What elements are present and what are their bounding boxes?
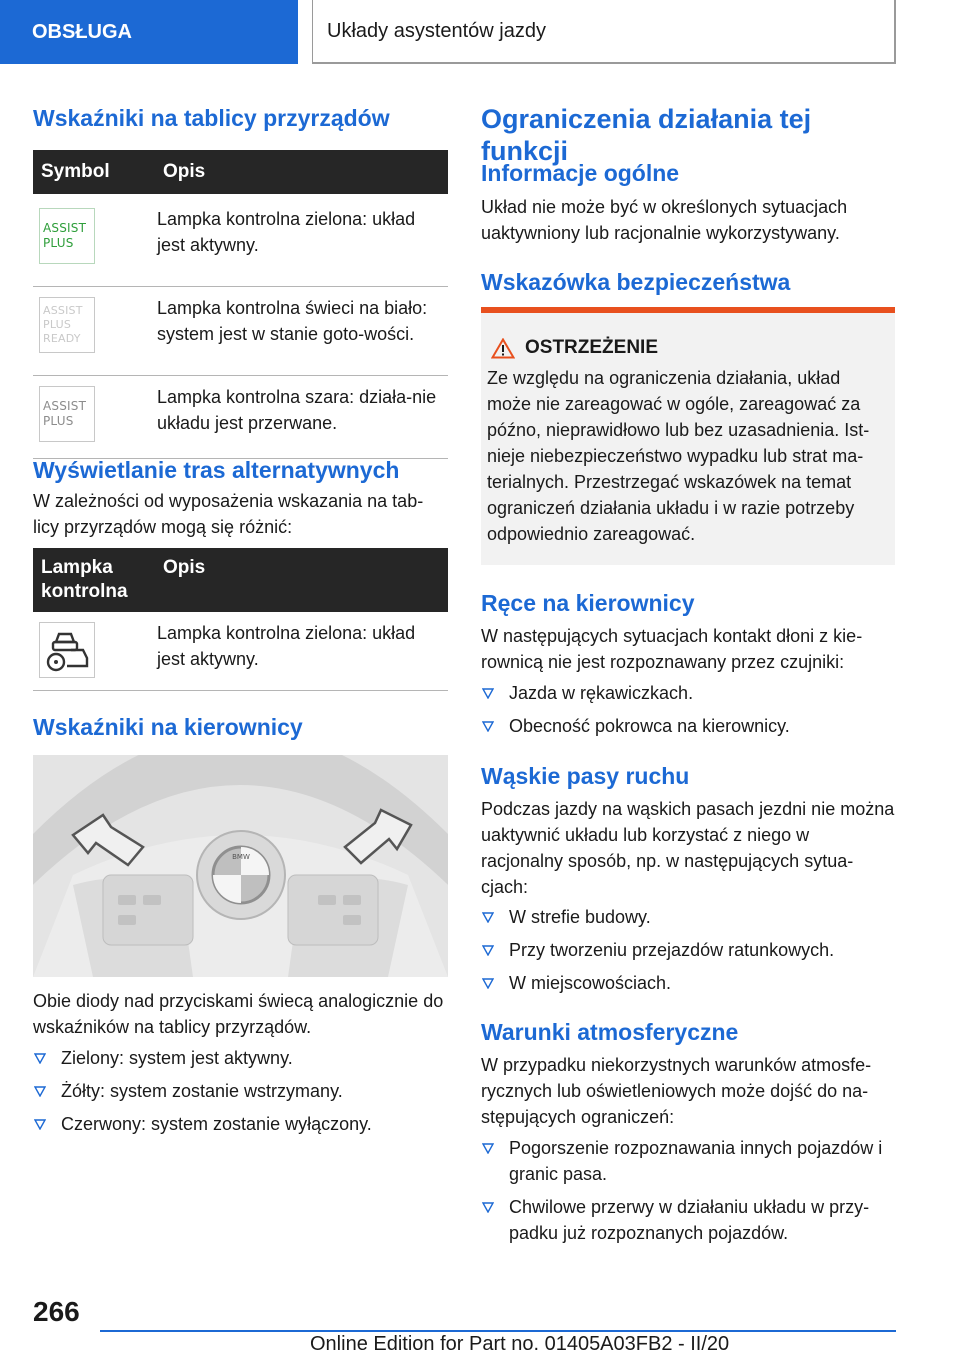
warning-title-row <box>487 337 887 359</box>
general-heading: Informacje ogólne <box>481 160 680 186</box>
triangle-bullet-icon <box>34 1086 46 1097</box>
list-item: Chwilowe przerwy w działaniu układu w przy-padku już rozpoznanych pojazdów. <box>481 1194 895 1246</box>
section-tab <box>0 0 298 64</box>
triangle-bullet-icon <box>482 1202 494 1213</box>
triangle-bullet-icon <box>482 721 494 732</box>
row-desc: Lampka kontrolna szara: działa-nie układu jest przerwane. <box>155 376 448 459</box>
row-desc: Lampka kontrolna zielona: układ jest aktywny. <box>155 194 448 287</box>
row-desc: Lampka kontrolna świeci na biało: system jest w stanie goto-wości. <box>155 287 448 376</box>
chapter-header <box>312 0 896 64</box>
page-number: 266 <box>33 1296 80 1327</box>
list-item: Przy tworzeniu przejazdów ratunkowych. <box>481 937 895 963</box>
warning-triangle-icon <box>491 338 515 359</box>
wheel-bullets <box>33 1045 448 1144</box>
triangle-bullet-icon <box>482 912 494 923</box>
routes-table <box>33 548 448 691</box>
wheel-heading: Wskaźniki na kierownicy <box>33 714 303 740</box>
dash-heading: Wskaźniki na tablicy przyrządów <box>33 105 390 131</box>
col-desc-header: Opis <box>155 150 448 194</box>
row-desc: Lampka kontrolna zielona: układ jest aktywny. <box>155 612 448 691</box>
routes-text: W zależności od wyposażenia wskazania na tab-licy przyrządów mogą się różnić: <box>33 491 424 537</box>
triangle-bullet-icon <box>34 1053 46 1064</box>
safety-heading: Wskazówka bezpieczeństwa <box>481 269 791 295</box>
triangle-bullet-icon <box>34 1119 46 1130</box>
chapter-label: Układy asystentów jazdy <box>327 19 546 42</box>
assist-plus-ready-icon: ASSIST PLUS READY <box>39 297 95 353</box>
section-label: OBSŁUGA <box>32 20 132 43</box>
weather-heading: Warunki atmosferyczne <box>481 1019 739 1045</box>
footer-edition: Online Edition for Part no. 01405A03FB2 - II/20 <box>310 1333 730 1355</box>
col-lamp-header: Lampka kontrolna <box>33 548 155 612</box>
warning-text: Ze względu na ograniczenia działania, układ może nie zareagować w ogóle, zareagować za późno, nieprawidłowo lub bez uzasadnienia. Ist-nieje niebezpieczeństwo wypadku lub strat ma-terialnych. Przestrzegać wskazówek na temat ograniczeń działania układu i w razie potrzeby odpowiednio zareagować. <box>487 368 870 544</box>
list-item: W miejscowościach. <box>481 970 895 996</box>
narrow-heading: Wąskie pasy ruchu <box>481 763 690 789</box>
list-item: W strefie budowy. <box>481 904 895 930</box>
warning-title: OSTRZEŻENIE <box>525 337 659 358</box>
table-row <box>33 612 448 691</box>
dash-table <box>33 150 448 459</box>
main-heading: Ograniczenia działania tej funkcji <box>481 104 812 166</box>
triangle-bullet-icon <box>482 978 494 989</box>
hands-text: W następujących sytuacjach kontakt dłoni z kie-rownicą nie jest rozpoznawany przez czujniki: <box>481 626 863 672</box>
triangle-bullet-icon <box>482 688 494 699</box>
wheel-logo-text: BMW <box>232 853 250 861</box>
narrow-bullets <box>481 904 895 1003</box>
weather-text: W przypadku niekorzystnych warunków atmosfe-rycznych lub oświetleniowych może dojść do na-stępujących ograniczeń: <box>481 1055 872 1127</box>
weather-bullets <box>481 1135 895 1253</box>
hands-bullets <box>481 680 895 746</box>
triangle-bullet-icon <box>482 945 494 956</box>
list-item: Zielony: system jest aktywny. <box>33 1045 448 1071</box>
list-item: Żółty: system zostanie wstrzymany. <box>33 1078 448 1104</box>
wheel-text: Obie diody nad przyciskami świecą analogicznie do wskaźników na tablicy przyrządów. <box>33 991 444 1037</box>
col-desc-header: Opis <box>155 548 448 612</box>
list-item: Obecność pokrowca na kierownicy. <box>481 713 895 739</box>
list-item: Czerwony: system zostanie wyłączony. <box>33 1111 448 1137</box>
routes-heading: Wyświetlanie tras alternatywnych <box>33 457 400 483</box>
assist-plus-green-icon: ASSIST PLUS <box>39 208 95 264</box>
list-item: Jazda w rękawiczkach. <box>481 680 895 706</box>
warning-box <box>481 307 895 565</box>
assist-plus-grey-icon: ASSIST PLUS <box>39 386 95 442</box>
footer-divider <box>100 1330 896 1332</box>
steering-car-icon <box>39 622 95 678</box>
steering-wheel-image <box>33 755 448 977</box>
table-row <box>33 287 448 376</box>
hands-heading: Ręce na kierownicy <box>481 590 695 616</box>
narrow-text: Podczas jazdy na wąskich pasach jezdni nie można uaktywnić układu lub korzystać z niego w racjonalny sposób, np. w następujących sytua-cjach: <box>481 799 895 897</box>
table-row <box>33 376 448 459</box>
col-symbol-header: Symbol <box>33 150 155 194</box>
general-text: Układ nie może być w określonych sytuacjach uaktywniony lub racjonalnie wykorzystywany. <box>481 197 848 243</box>
triangle-bullet-icon <box>482 1143 494 1154</box>
table-row <box>33 194 448 287</box>
list-item: Pogorszenie rozpoznawania innych pojazdów i granic pasa. <box>481 1135 895 1187</box>
